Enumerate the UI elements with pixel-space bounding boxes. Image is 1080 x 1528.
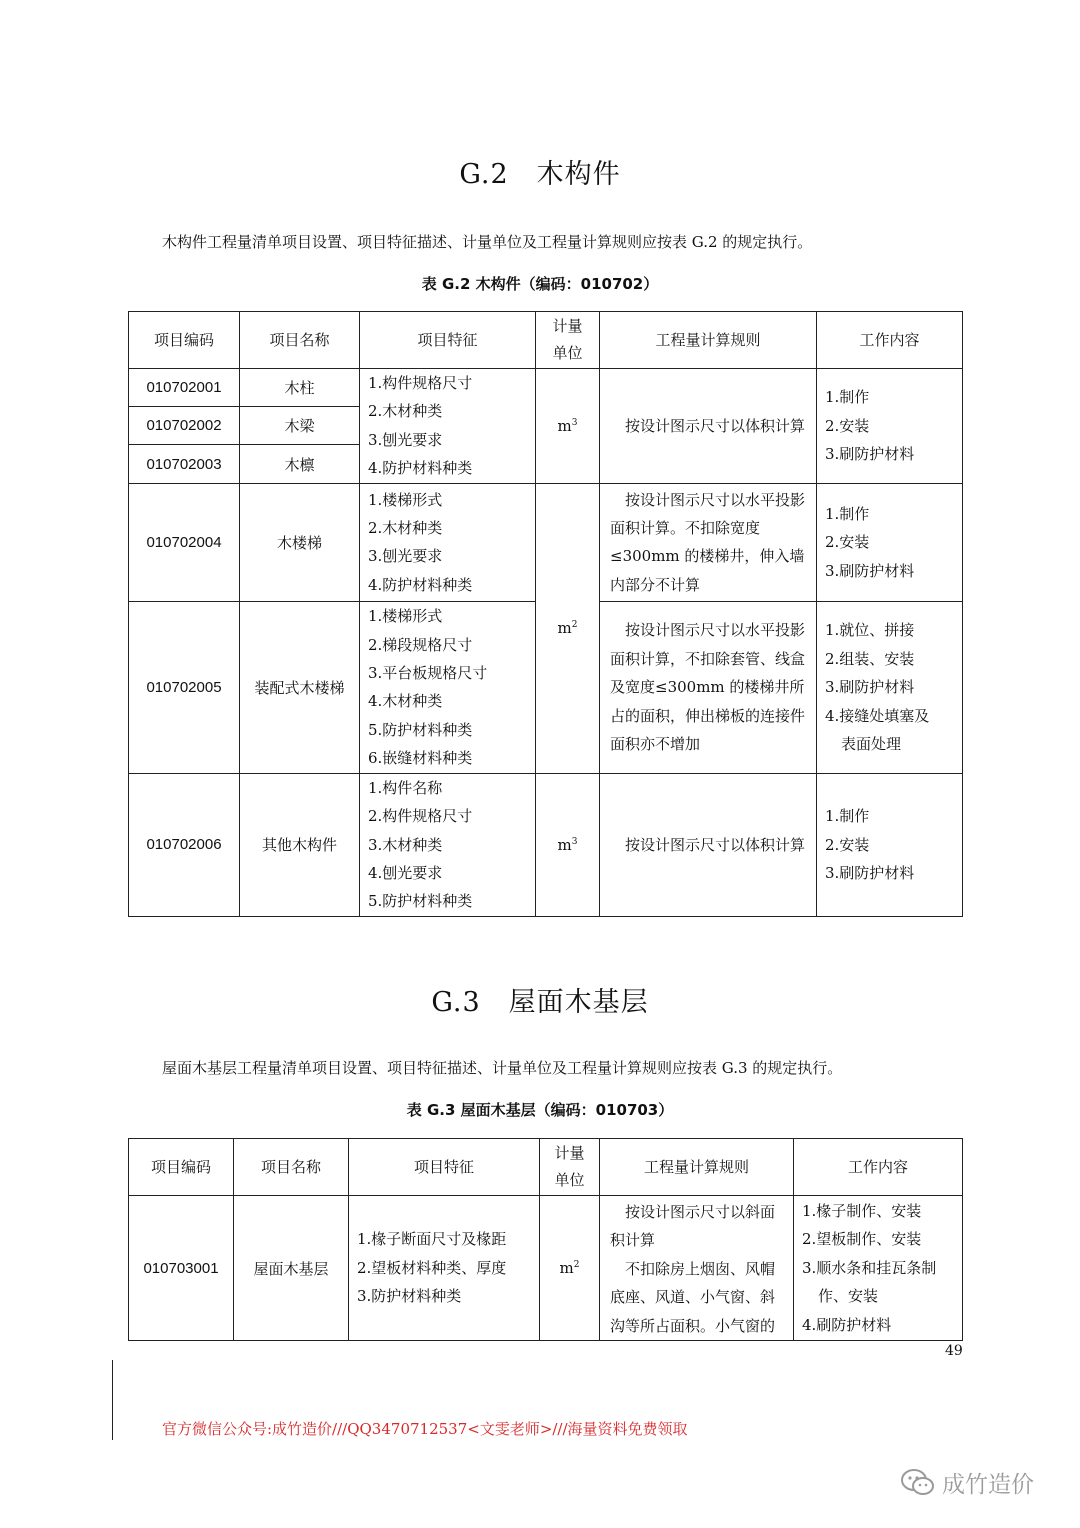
item-name: 木檩 [240, 445, 360, 483]
item-code: 010702003 [129, 445, 240, 483]
item-features: 1.椽子断面尺寸及椽距 2.望板材料种类、厚度 3.防护材料种类 [349, 1196, 540, 1341]
page-number: 49 [945, 1343, 963, 1359]
margin-line [112, 1360, 113, 1440]
intro-paragraph-g3: 屋面木基层工程量清单项目设置、项目特征描述、计量单位及工程量计算规则应按表 G.3 的规定执行。 [162, 1059, 843, 1077]
item-unit: $m^2$ [536, 483, 600, 773]
header-name: 项目名称 [234, 1139, 349, 1196]
header-rule: 工程量计算规则 [600, 1139, 794, 1196]
header-work: 工作内容 [817, 312, 963, 369]
table-row [129, 773, 963, 916]
item-features: 1.构件规格尺寸 2.木材种类 3.刨光要求 4.防护材料种类 [360, 369, 536, 484]
header-rule: 工程量计算规则 [600, 312, 817, 369]
item-work: 1.制作 2.安装 3.刷防护材料 [817, 369, 963, 484]
watermark-text: 成竹造价 [942, 1472, 1034, 1498]
item-work: 1.制作 2.安装 3.刷防护材料 [817, 483, 963, 602]
table-row [129, 369, 963, 407]
item-rule: 按设计图示尺寸以水平投影面积计算，不扣除套管、线盒及宽度≤300mm 的楼梯井所占的面积，伸出梯板的连接件面积亦不增加 [600, 602, 817, 773]
item-name: 屋面木基层 [234, 1196, 349, 1341]
header-name: 项目名称 [240, 312, 360, 369]
item-code: 010702001 [129, 369, 240, 407]
item-name: 木柱 [240, 369, 360, 407]
table-row [129, 483, 963, 602]
header-unit: 计量单位 [536, 312, 600, 369]
item-name: 装配式木楼梯 [240, 602, 360, 773]
item-work: 1.制作 2.安装 3.刷防护材料 [817, 773, 963, 916]
item-unit: $m^3$ [536, 369, 600, 484]
item-features: 1.楼梯形式 2.梯段规格尺寸 3.平台板规格尺寸 4.木材种类 5.防护材料种类 6.嵌缝材料种类 [360, 602, 536, 773]
wechat-icon [900, 1468, 936, 1498]
table-g3 [128, 1138, 963, 1341]
item-code: 010702005 [129, 602, 240, 773]
footer-promo: 官方微信公众号:成竹造价///QQ3470712537<文雯老师>///海量资料免费领取 [162, 1420, 688, 1438]
table-header-row [129, 1139, 963, 1196]
section-title-g3: G.3 屋面木基层 [431, 987, 649, 1018]
table-caption-g3: 表 G.3 屋面木基层（编码：010703） [406, 1101, 674, 1119]
header-features: 项目特征 [360, 312, 536, 369]
section-title-g2: G.2 木构件 [459, 159, 621, 190]
item-rule: 按设计图示尺寸以水平投影面积计算。不扣除宽度≤300mm 的楼梯井，伸入墙内部分不计算 [600, 483, 817, 602]
item-work: 1.就位、拼接 2.组装、安装 3.刷防护材料 4.接缝处填塞及 表面处理 [817, 602, 963, 773]
item-name: 木楼梯 [240, 483, 360, 602]
item-rule: 按设计图示尺寸以体积计算 [600, 369, 817, 484]
table-header-row [129, 312, 963, 369]
table-caption-g2: 表 G.2 木构件（编码：010702） [421, 275, 659, 293]
item-features: 1.楼梯形式 2.木材种类 3.刨光要求 4.防护材料种类 [360, 483, 536, 602]
item-name: 其他木构件 [240, 773, 360, 916]
table-row [129, 1196, 963, 1341]
item-rule: 按设计图示尺寸以斜面积计算 不扣除房上烟囱、风帽底座、风道、小气窗、斜沟等所占面积。小气窗的 [600, 1196, 794, 1341]
item-name: 木梁 [240, 407, 360, 445]
header-code: 项目编码 [129, 312, 240, 369]
header-unit: 计量单位 [540, 1139, 600, 1196]
item-code: 010702002 [129, 407, 240, 445]
item-features: 1.构件名称 2.构件规格尺寸 3.木材种类 4.刨光要求 5.防护材料种类 [360, 773, 536, 916]
table-g2 [128, 311, 963, 917]
item-work: 1.椽子制作、安装 2.望板制作、安装 3.顺水条和挂瓦条制 作、安装 4.刷防护材料 [794, 1196, 963, 1341]
item-rule: 按设计图示尺寸以体积计算 [600, 773, 817, 916]
item-unit: $m^2$ [540, 1196, 600, 1341]
item-code: 010703001 [129, 1196, 234, 1341]
item-code: 010702004 [129, 483, 240, 602]
header-code: 项目编码 [129, 1139, 234, 1196]
intro-paragraph-g2: 木构件工程量清单项目设置、项目特征描述、计量单位及工程量计算规则应按表 G.2 的规定执行。 [162, 233, 813, 251]
header-work: 工作内容 [794, 1139, 963, 1196]
watermark [900, 1466, 1034, 1499]
header-features: 项目特征 [349, 1139, 540, 1196]
item-unit: $m^3$ [536, 773, 600, 916]
item-code: 010702006 [129, 773, 240, 916]
